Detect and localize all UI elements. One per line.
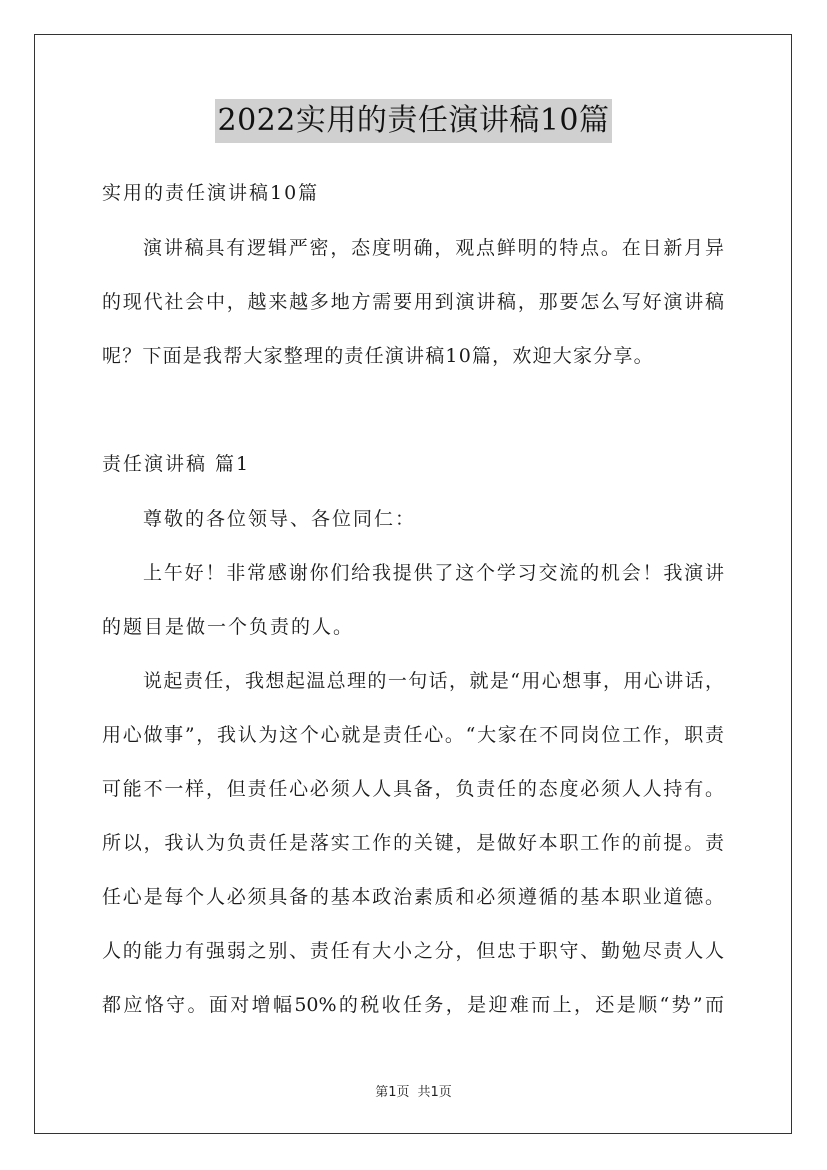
paragraph-line: 任心是每个人必须具备的基本政治素质和必须遵循的基本职业道德。 xyxy=(102,886,724,908)
paragraph-line: 人的能力有强弱之别、责任有大小之分，但忠于职守、勤勉尽责人人 xyxy=(102,940,724,962)
paragraph-line: 说起责任，我想起温总理的一句话，就是“用心想事，用心讲话， xyxy=(143,670,724,692)
document-subtitle: 实用的责任演讲稿10篇 xyxy=(102,182,320,204)
page-total: 共1页 xyxy=(417,1085,452,1100)
intro-line: 演讲稿具有逻辑严密，态度明确，观点鲜明的特点。在日新月异 xyxy=(143,237,724,259)
page-number: 第1页 xyxy=(375,1085,410,1100)
section-heading: 责任演讲稿 篇1 xyxy=(102,453,251,475)
paragraph-line: 上午好！非常感谢你们给我提供了这个学习交流的机会！我演讲 xyxy=(143,562,724,584)
document-title: 2022实用的责任演讲稿10篇 xyxy=(215,99,611,143)
greeting: 尊敬的各位领导、各位同仁： xyxy=(143,508,417,530)
paragraph-line: 所以，我认为负责任是落实工作的关键，是做好本职工作的前提。责 xyxy=(102,832,724,854)
paragraph-line: 的题目是做一个负责的人。 xyxy=(102,616,355,638)
intro-line: 呢？下面是我帮大家整理的责任演讲稿10篇，欢迎大家分享。 xyxy=(102,345,654,367)
paragraph-line: 可能不一样，但责任心必须人人具备，负责任的态度必须人人持有。 xyxy=(102,778,724,800)
title-container xyxy=(0,99,827,143)
page-footer xyxy=(0,1084,827,1102)
paragraph-line: 都应恪守。面对增幅50%的税收任务，是迎难而上，还是顺“势”而 xyxy=(102,994,724,1016)
paragraph-line: 用心做事”，我认为这个心就是责任心。“大家在不同岗位工作，职责 xyxy=(102,724,724,746)
intro-line: 的现代社会中，越来越多地方需要用到演讲稿，那要怎么写好演讲稿 xyxy=(102,291,724,313)
